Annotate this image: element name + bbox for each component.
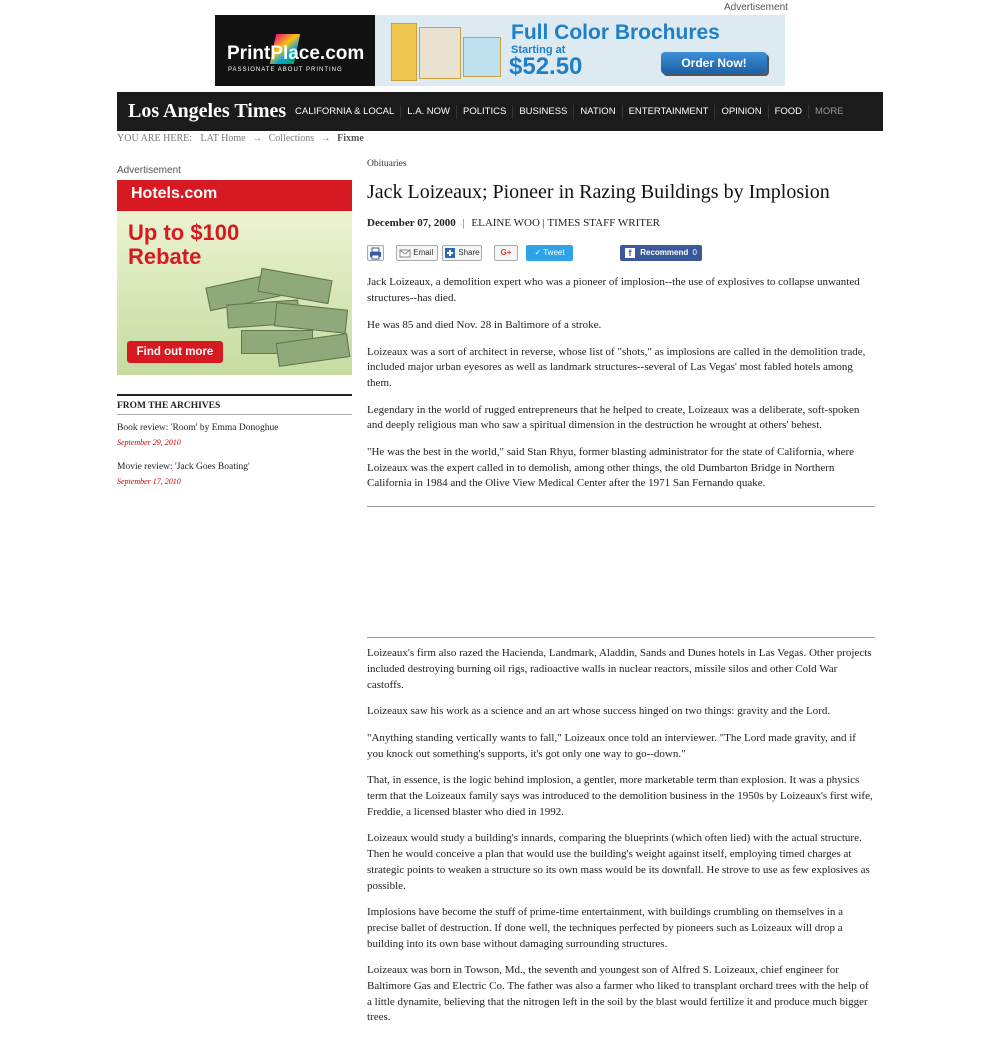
nav-politics[interactable]: POLITICS [456, 105, 512, 119]
inline-ad-slot [367, 506, 875, 638]
article [367, 159, 875, 1037]
article-paragraph: That, in essence, is the logic behind implosion, a gentler, more marketable term than explosion. It was a physics term that the Loizeaux family says was introduced to the demolition business in the 1950s by Loizeaux's first wife, Freddie, a licensed blaster who died in 1992. [367, 774, 873, 818]
article-paragraph: Loizeaux's firm also razed the Hacienda, Landmark, Aladdin, Sands and Dunes hotels in Las Vegas. Other projects included destroying burning oil rigs, radioactive walls in nuclear reactors, missile silos and other Cold War castoffs. [367, 647, 872, 691]
printplace-tagline: PASSIONATE ABOUT PRINTING [228, 67, 343, 73]
byline-separator: | [462, 217, 465, 230]
brochure-samples-image [385, 19, 503, 83]
lat-logo[interactable]: Los Angeles Times [128, 100, 287, 122]
printplace-brand: PrintPlace.com [227, 43, 365, 64]
tweet-label: Tweet [543, 248, 565, 258]
article-paragraph: Jack Loizeaux, a demolition expert who was a pioneer of implosion--the use of explosives to collapse unwanted structures--has died. [367, 276, 860, 305]
printplace-logo [215, 15, 375, 86]
article-body [367, 275, 875, 1026]
hotels-ad-band [117, 180, 352, 211]
article-paragraph: Legendary in the world of rugged entrepreneurs that he helped to create, Loizeaux was a deliberate, soft-spoken and deeply religious man who saw a spiritual dimension in the destruction he wrought at others' behest. [367, 403, 860, 432]
nav-california-local[interactable]: CALIFORNIA & LOCAL [295, 105, 395, 117]
order-now-button[interactable]: Order Now! [661, 52, 767, 74]
breadcrumb-home-link[interactable]: LAT Home [200, 133, 246, 144]
tweet-button[interactable] [526, 245, 573, 261]
article-byline [367, 217, 875, 229]
facebook-icon: f [625, 248, 635, 258]
hotels-offer-line2: Rebate [128, 244, 202, 269]
article-headline: Jack Loizeaux; Pioneer in Razing Buildings by Implosion [367, 181, 830, 203]
article-paragraph: Loizeaux was born in Towson, Md., the seventh and youngest son of Alfred S. Loizeaux, chief engineer for Baltimore Gas and Electric Co. The father was also a farmer who liked to transplant orchard trees with the help of a little dynamite, believing that the nitrogen left in the soil by the blast would fertilize it and produce much bigger trees. [367, 964, 869, 1024]
banner-price: $52.50 [509, 53, 583, 80]
article-paragraph: Loizeaux would study a building's innards, comparing the blueprints (which often lied) with the actual structure. Then he would conceive a plan that would use the building's weight against itself, employing timed charges at strategic points to weaken a structure so its own mass would be its downfall. He strove to use as few explosives as possible. [367, 832, 870, 892]
nav-la-now[interactable]: L.A. NOW [400, 105, 456, 119]
email-button[interactable] [396, 245, 438, 261]
nav-more[interactable]: MORE [808, 105, 850, 119]
archive-item [117, 462, 352, 486]
nav-entertainment[interactable]: ENTERTAINMENT [622, 105, 715, 119]
printplace-banner-ad[interactable] [215, 15, 785, 86]
share-toolbar [367, 245, 875, 263]
article-paragraph: "Anything standing vertically wants to fall," Loizeaux once told an interviewer. "The Lord made gravity, and if you knock out something's supports, it's got only one way to go--down." [367, 731, 856, 760]
archive-item-link[interactable]: Movie review: 'Jack Goes Boating' [117, 462, 250, 472]
recommend-count: 0 [692, 248, 697, 258]
nav-opinion[interactable]: OPINION [714, 105, 767, 119]
print-button[interactable] [367, 245, 384, 261]
breadcrumb [117, 133, 364, 144]
email-label: Email [413, 248, 434, 258]
banner-starting-at: Starting at [511, 44, 566, 56]
facebook-recommend-button[interactable] [620, 245, 702, 261]
breadcrumb-collections-link[interactable]: Collections [268, 133, 315, 144]
hotels-ad[interactable] [117, 180, 352, 375]
hotels-offer [128, 221, 239, 269]
nav-business[interactable]: BUSINESS [512, 105, 573, 119]
archive-item-link[interactable]: Book review: 'Room' by Emma Donoghue [117, 423, 279, 433]
printer-icon [368, 246, 383, 260]
banner-headline: Full Color Brochures [511, 21, 720, 44]
article-date: December 07, 2000 [367, 217, 456, 230]
breadcrumb-label: YOU ARE HERE: [117, 133, 192, 144]
advertisement-label: Advertisement [724, 2, 788, 13]
nav-food[interactable]: FOOD [768, 105, 808, 119]
archive-item [117, 423, 352, 447]
recommend-label: Recommend [640, 248, 689, 258]
hotels-offer-line1: Up to $100 [128, 220, 240, 245]
envelope-icon [399, 246, 411, 260]
breadcrumb-arrow: → [320, 133, 331, 144]
hotels-brand: Hotels.com [131, 185, 218, 202]
article-author: ELAINE WOO | TIMES STAFF WRITER [471, 217, 661, 230]
share-label: Share [458, 248, 480, 258]
twitter-icon: ✓ [534, 248, 542, 258]
breadcrumb-current: Fixme [337, 133, 364, 144]
article-paragraph: "He was the best in the world," said Stan Rhyu, former blasting administrator for the state of California, where Loizeaux was the expert called in to demolish, among other things, the old Dumbarton Bridge in Northern California in 1984 and the Olive View Medical Center after the 1971 San Fernando quake. [367, 446, 855, 490]
article-paragraph: He was 85 and died Nov. 28 in Baltimore of a stroke. [367, 318, 602, 331]
from-the-archives [117, 394, 352, 486]
archive-item-date: September 17, 2010 [117, 477, 181, 486]
nav-nation[interactable]: NATION [573, 105, 621, 119]
find-out-more-button[interactable]: Find out more [127, 341, 223, 363]
side-advertisement-label: Advertisement [117, 165, 181, 176]
article-section[interactable]: Obituaries [367, 159, 407, 169]
article-paragraph: Implosions have become the stuff of prime-time entertainment, with buildings crumbling on themselves in a precise ballet of destruction. If done well, the techniques perfected by pioneers such as Loizeaux will drop a building into its own base without damaging surrounding structures. [367, 906, 844, 950]
article-paragraph: Loizeaux was a sort of architect in reverse, whose list of "shots," as implosions are called in the demolition trade, included major urban eyesores as well as landmark structures--several of Las Vegas' most fabled hotels among them. [367, 345, 866, 389]
nav-items [289, 92, 850, 131]
article-paragraph: Loizeaux saw his work as a science and an art whose success hinged on two things: gravity and the Lord. [367, 705, 831, 718]
main-navigation [117, 92, 883, 131]
google-plus-button[interactable]: G+ [494, 245, 518, 261]
plus-icon [444, 246, 456, 260]
breadcrumb-arrow: → [252, 133, 263, 144]
share-button[interactable] [442, 245, 482, 261]
archive-item-date: September 29, 2010 [117, 438, 181, 447]
archives-heading: FROM THE ARCHIVES [117, 394, 352, 415]
